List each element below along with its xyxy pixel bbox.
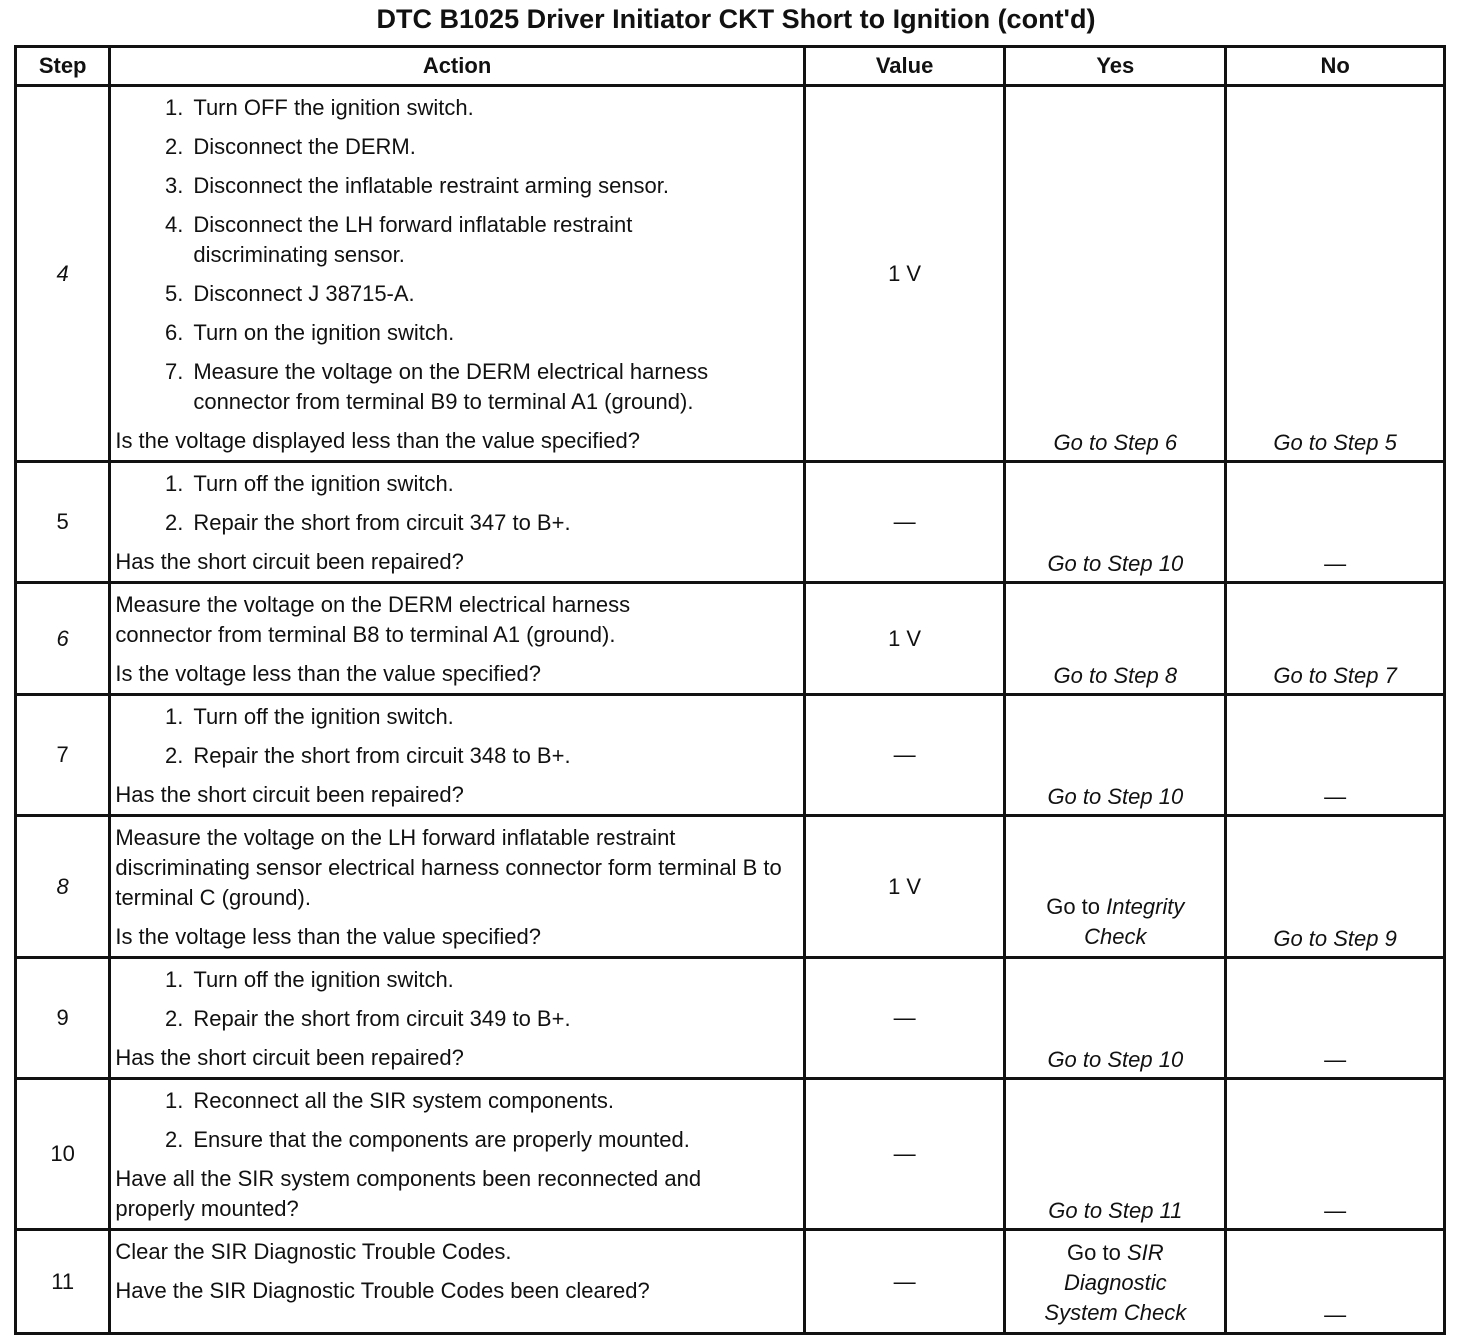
header-no: No	[1226, 47, 1445, 86]
yes-prefix: Go to	[1067, 1240, 1121, 1265]
page-title: DTC B1025 Driver Initiator CKT Short to Ignition (cont'd)	[376, 4, 1096, 34]
header-value: Value	[804, 47, 1005, 86]
header-yes: Yes	[1005, 47, 1226, 86]
action-text: Measure the voltage on the DERM electrical harness connector from terminal B8 to terminal A1 (ground).	[115, 592, 631, 647]
no-cell: —	[1226, 462, 1445, 583]
list-item: 2. Repair the short from circuit 348 to B+.	[164, 743, 571, 768]
question-text: Has the short circuit been repaired?	[115, 1045, 464, 1070]
question-text: Have the SIR Diagnostic Trouble Codes been cleared?	[115, 1278, 650, 1303]
table-header-row	[16, 47, 1445, 86]
question-text: Has the short circuit been repaired?	[115, 549, 464, 574]
no-cell: Go to Step 9	[1226, 816, 1445, 958]
question-text: Have all the SIR system components been reconnected and properly mounted?	[115, 1166, 702, 1221]
action-steps	[115, 702, 796, 771]
list-item: 5. Disconnect J 38715-A.	[164, 281, 415, 306]
table-row	[16, 1079, 1445, 1230]
list-item: 2. Disconnect the DERM.	[164, 134, 416, 159]
list-item: 1. Turn off the ignition switch.	[164, 967, 454, 992]
header-action: Action	[110, 47, 804, 86]
value-cell: —	[804, 462, 1005, 583]
action-cell	[110, 86, 804, 462]
table-row	[16, 462, 1445, 583]
action-cell	[110, 462, 804, 583]
step-number: 11	[16, 1230, 110, 1334]
action-cell	[110, 1079, 804, 1230]
yes-cell: Go to Step 10	[1005, 695, 1226, 816]
value-cell: —	[804, 958, 1005, 1079]
step-number: 10	[16, 1079, 110, 1230]
table-row	[16, 816, 1445, 958]
yes-cell	[1005, 816, 1226, 958]
question-text: Is the voltage less than the value specified?	[115, 924, 541, 949]
step-number: 6	[16, 583, 110, 695]
question-text: Is the voltage displayed less than the value specified?	[115, 428, 640, 453]
no-cell: Go to Step 5	[1226, 86, 1445, 462]
value-cell: 1 V	[804, 583, 1005, 695]
action-steps	[115, 965, 796, 1034]
value-cell: —	[804, 1079, 1005, 1230]
list-item: 4. Disconnect the LH forward inflatable restraint discriminating sensor.	[164, 212, 633, 267]
yes-cell	[1005, 1230, 1226, 1334]
table-row	[16, 1230, 1445, 1334]
action-cell	[110, 583, 804, 695]
value-cell: —	[804, 695, 1005, 816]
no-cell: —	[1226, 1230, 1445, 1334]
step-number: 9	[16, 958, 110, 1079]
no-cell: —	[1226, 1079, 1445, 1230]
value-cell: 1 V	[804, 86, 1005, 462]
table-row	[16, 583, 1445, 695]
integrity-check-link: Integrity Check	[1084, 894, 1185, 949]
action-steps	[115, 469, 796, 538]
list-item: 1. Turn off the ignition switch.	[164, 704, 454, 729]
yes-prefix: Go to	[1046, 894, 1101, 919]
action-cell	[110, 958, 804, 1079]
action-cell	[110, 1230, 804, 1334]
action-cell	[110, 695, 804, 816]
value-cell: —	[804, 1230, 1005, 1334]
table-row	[16, 958, 1445, 1079]
yes-cell: Go to Step 6	[1005, 86, 1226, 462]
action-text: Measure the voltage on the LH forward inflatable restraint discriminating sensor electrical harness connector form terminal B to terminal C (ground).	[115, 825, 782, 910]
list-item: 2. Repair the short from circuit 347 to B+.	[164, 510, 571, 535]
list-item: 1. Reconnect all the SIR system components.	[164, 1088, 614, 1113]
list-item: 2. Ensure that the components are properly mounted.	[164, 1127, 690, 1152]
yes-cell: Go to Step 8	[1005, 583, 1226, 695]
action-text: Clear the SIR Diagnostic Trouble Codes.	[115, 1239, 512, 1264]
table-row	[16, 86, 1445, 462]
question-text: Is the voltage less than the value specified?	[115, 661, 541, 686]
step-number: 4	[16, 86, 110, 462]
action-steps	[115, 93, 796, 417]
header-step: Step	[16, 47, 110, 86]
no-cell: Go to Step 7	[1226, 583, 1445, 695]
list-item: 1. Turn off the ignition switch.	[164, 471, 454, 496]
list-item: 6. Turn on the ignition switch.	[164, 320, 455, 345]
list-item: 7. Measure the voltage on the DERM electrical harness connector from terminal B9 to terminal A1 (ground).	[164, 359, 709, 414]
table-row	[16, 695, 1445, 816]
yes-cell: Go to Step 10	[1005, 958, 1226, 1079]
list-item: 1. Turn OFF the ignition switch.	[164, 95, 474, 120]
action-cell	[110, 816, 804, 958]
yes-cell: Go to Step 11	[1005, 1079, 1226, 1230]
yes-cell: Go to Step 10	[1005, 462, 1226, 583]
no-cell: —	[1226, 958, 1445, 1079]
question-text: Has the short circuit been repaired?	[115, 782, 464, 807]
list-item: 2. Repair the short from circuit 349 to B+.	[164, 1006, 571, 1031]
action-steps	[115, 1086, 796, 1155]
step-number: 7	[16, 695, 110, 816]
diagnostic-table	[14, 45, 1446, 1335]
sir-diagnostic-system-check-link: SIR Diagnostic System Check	[1044, 1240, 1187, 1325]
step-number: 5	[16, 462, 110, 583]
list-item: 3. Disconnect the inflatable restraint arming sensor.	[164, 173, 670, 198]
no-cell: —	[1226, 695, 1445, 816]
step-number: 8	[16, 816, 110, 958]
value-cell: 1 V	[804, 816, 1005, 958]
